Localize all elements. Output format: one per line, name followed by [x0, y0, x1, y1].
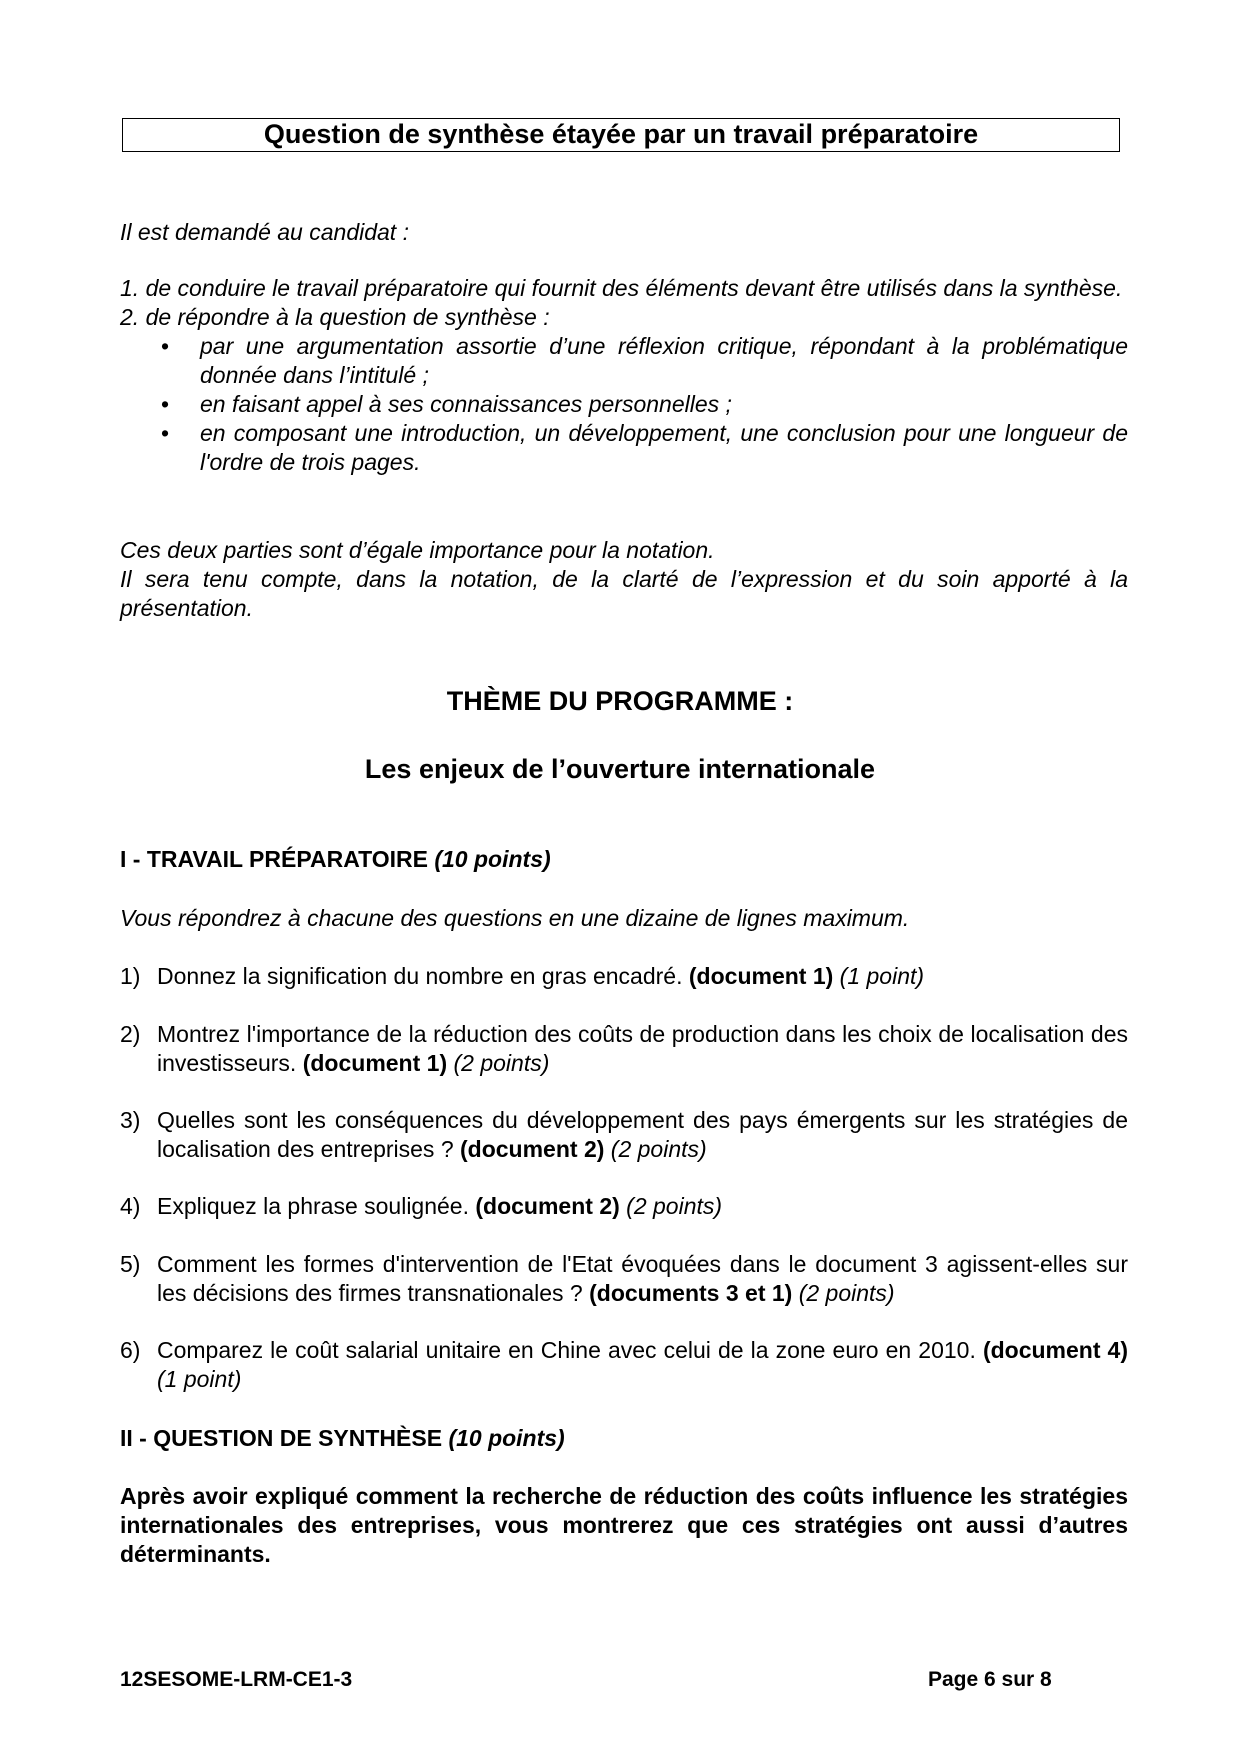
question-text: Comparez le coût salarial unitaire en Chine avec celui de la zone euro en 2010.	[157, 1337, 976, 1363]
question-number: 5)	[120, 1251, 141, 1277]
question-1	[120, 962, 1128, 991]
question-body	[157, 1336, 1128, 1394]
question-text: Expliquez la phrase soulignée.	[157, 1193, 469, 1219]
notation-note-1: Ces deux parties sont d’égale importance pour la notation.	[120, 537, 715, 563]
notation-note-2: Il sera tenu compte, dans la notation, de la clarté de l’expression et du soin apporté à la présentation.	[120, 566, 1128, 621]
question-text: Quelles sont les conséquences du développement des pays émergents sur les stratégies de localisation des entreprises ?	[157, 1107, 1128, 1162]
question-points: (1 point)	[157, 1366, 242, 1392]
instructions-list	[120, 274, 1128, 477]
part1-title: I - TRAVAIL PRÉPARATOIRE	[120, 846, 428, 872]
question-number: 2)	[120, 1021, 141, 1047]
question-doc: (document 1)	[688, 963, 834, 989]
notation-notes	[120, 536, 1128, 623]
instructions-intro: Il est demandé au candidat :	[120, 219, 409, 245]
question-doc: (document 1)	[302, 1050, 448, 1076]
question-text: Montrez l'importance de la réduction des coûts de production dans les choix de localisation des investisseurs.	[157, 1021, 1128, 1076]
bullet-text: par une argumentation assortie d’une réflexion critique, répondant à la problématique donnée dans l’intitulé ;	[200, 333, 1128, 388]
question-number: 3)	[120, 1107, 141, 1133]
question-body	[157, 962, 1128, 991]
question-3	[120, 1106, 1128, 1164]
question-6	[120, 1336, 1128, 1394]
question-points: (2 points)	[453, 1050, 550, 1076]
footer-page-number: Page 6 sur 8	[928, 1668, 1052, 1691]
question-doc: (document 4)	[982, 1337, 1129, 1363]
question-text: Donnez la signification du nombre en gras encadré.	[157, 963, 683, 989]
bullet-item	[120, 332, 1128, 390]
part2-points: (10 points)	[448, 1425, 565, 1451]
theme-subtitle: Les enjeux de l’ouverture internationale	[364, 754, 876, 784]
question-4	[120, 1192, 1128, 1221]
boxed-title-text: Question de synthèse étayée par un travail préparatoire	[263, 119, 979, 149]
question-doc: (document 2)	[460, 1136, 605, 1162]
question-points: (1 point)	[839, 963, 925, 989]
question-2	[120, 1020, 1128, 1078]
question-body	[157, 1106, 1128, 1164]
question-body	[157, 1020, 1128, 1078]
footer-code: 12SESOME-LRM-CE1-3	[120, 1668, 353, 1691]
bullet-icon: •	[161, 333, 170, 359]
instruction-bullets	[120, 332, 1128, 477]
bullet-icon: •	[161, 420, 170, 446]
boxed-title	[122, 118, 1120, 152]
question-doc: (document 2)	[475, 1193, 620, 1219]
theme-label: THÈME DU PROGRAMME :	[446, 686, 794, 716]
bullet-item	[120, 390, 1128, 419]
bullet-text: en composant une introduction, un développement, une conclusion pour une longueur de l'ordre de trois pages.	[200, 420, 1128, 475]
bullet-icon: •	[161, 391, 170, 417]
bullet-item	[120, 419, 1128, 477]
bullet-text: en faisant appel à ses connaissances personnelles ;	[200, 391, 732, 417]
synthesis-question: Après avoir expliqué comment la recherche de réduction des coûts influence les stratégies internationales des entreprises, vous montrerez que ces stratégies ont aussi d’autres déterminants.	[120, 1483, 1128, 1567]
instruction-point-1: 1. de conduire le travail préparatoire qui fournit des éléments devant être utilisés dans la synthèse.	[120, 275, 1123, 301]
question-number: 6)	[120, 1337, 141, 1363]
question-points: (2 points)	[798, 1280, 895, 1306]
question-doc: (documents 3 et 1)	[589, 1280, 793, 1306]
question-number: 1)	[120, 963, 141, 989]
instruction-point-2: 2. de répondre à la question de synthèse :	[120, 304, 550, 330]
question-points: (2 points)	[626, 1193, 723, 1219]
question-text: Comment les formes d'intervention de l'Etat évoquées dans le document 3 agissent-elles sur les décisions des firmes transnationales ?	[157, 1251, 1128, 1306]
part2-title: II - QUESTION DE SYNTHÈSE	[120, 1425, 443, 1451]
part2-heading	[120, 1424, 565, 1453]
question-points: (2 points)	[610, 1136, 707, 1162]
question-body	[157, 1192, 1128, 1221]
part1-instruction: Vous répondrez à chacune des questions en une dizaine de lignes maximum.	[120, 905, 910, 931]
question-body	[157, 1250, 1128, 1308]
part1-points: (10 points)	[434, 846, 551, 872]
part1-heading	[120, 845, 551, 874]
question-5	[120, 1250, 1128, 1308]
question-number: 4)	[120, 1193, 141, 1219]
